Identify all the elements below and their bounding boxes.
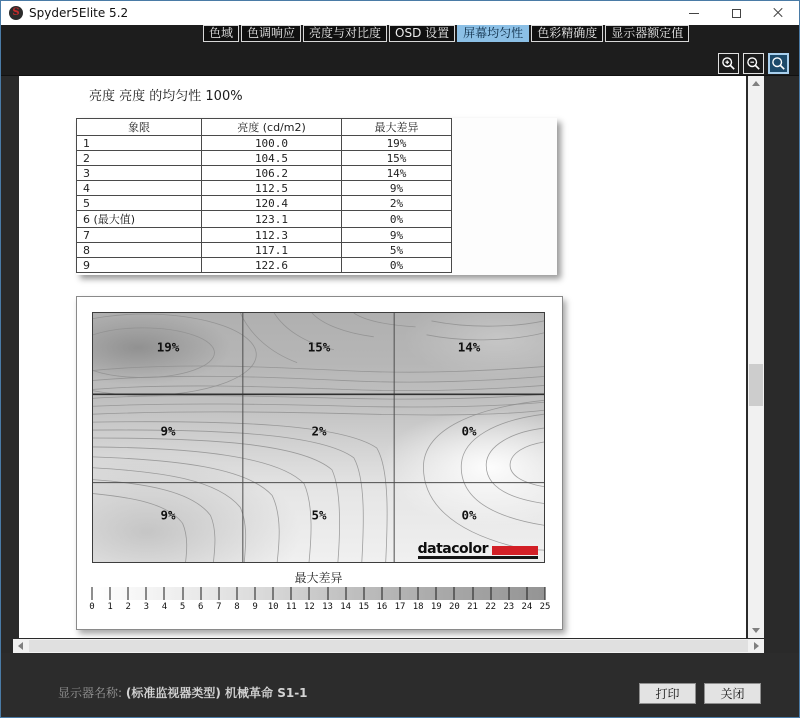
- scale-tick-label: 19: [430, 602, 442, 612]
- tab-band: [1, 25, 799, 76]
- datacolor-logo: [418, 543, 538, 559]
- luminance-table: [76, 118, 452, 273]
- arrow-up-icon: [752, 81, 760, 86]
- table-row: [77, 166, 452, 181]
- table-cell: 8: [77, 243, 202, 258]
- tab-gamut[interactable]: 色域: [203, 25, 239, 42]
- table-cell: 100.0: [202, 136, 342, 151]
- table-cell: 112.3: [202, 228, 342, 243]
- scale-tick-label: 14: [340, 602, 352, 612]
- table-cell: 7: [77, 228, 202, 243]
- zoom-out-icon: [746, 56, 761, 71]
- max-difference-scale: [92, 587, 545, 600]
- scale-tick: [526, 587, 527, 600]
- monitor-name-value: (标准监视器类型) 机械革命 S1-1: [125, 686, 308, 700]
- scale-tick-label: 11: [285, 602, 297, 612]
- horizontal-scrollbar[interactable]: [13, 639, 764, 653]
- scale-tick-label: 17: [394, 602, 406, 612]
- table-cell: 3: [77, 166, 202, 181]
- scale-tick-label: 8: [234, 602, 240, 612]
- uniformity-cell-label: 0%: [461, 507, 477, 523]
- table-cell: 9%: [342, 228, 452, 243]
- scale-tick-label: 5: [179, 602, 186, 612]
- scale-tick: [236, 587, 237, 600]
- spyder-app-icon: S: [9, 6, 23, 20]
- uniformity-cell-label: 9%: [160, 423, 176, 439]
- scale-tick: [436, 587, 437, 600]
- scale-tick-label: 10: [267, 602, 279, 612]
- scale-tick: [128, 587, 129, 600]
- print-button[interactable]: 打印: [639, 683, 696, 704]
- table-row: [77, 243, 452, 258]
- uniformity-map-card: [76, 296, 563, 630]
- scale-tick-labels: [89, 602, 551, 613]
- zoom-in-button[interactable]: [718, 53, 739, 74]
- uniformity-cell-label: 15%: [307, 339, 331, 355]
- tab-brightness-contrast[interactable]: 亮度与对比度: [303, 25, 387, 42]
- scale-tick-label: 16: [376, 602, 388, 612]
- window-title: Spyder5Elite 5.2: [29, 6, 129, 20]
- scale-tick: [363, 587, 364, 600]
- scale-tick: [273, 587, 274, 600]
- maximize-button[interactable]: [715, 1, 757, 25]
- scale-tick: [110, 587, 111, 600]
- scale-tick: [545, 587, 546, 600]
- scale-tick: [400, 587, 401, 600]
- table-row: [77, 181, 452, 196]
- table-cell: 14%: [342, 166, 452, 181]
- minimize-button[interactable]: [673, 1, 715, 25]
- scale-tick: [255, 587, 256, 600]
- datacolor-wordmark: datacolor: [417, 541, 488, 557]
- table-cell: 120.4: [202, 196, 342, 211]
- arrow-down-icon: [752, 628, 760, 633]
- zoom-out-button[interactable]: [743, 53, 764, 74]
- scale-tick-label: 9: [252, 602, 258, 612]
- table-row: [77, 196, 452, 211]
- scroll-left-button[interactable]: [13, 639, 28, 653]
- table-cell: 2%: [342, 196, 452, 211]
- table-cell: 5: [77, 196, 202, 211]
- scale-tick: [345, 587, 346, 600]
- scale-tick-label: 4: [161, 602, 168, 612]
- table-header-cell: 最大差异: [342, 119, 452, 136]
- table-cell: 104.5: [202, 151, 342, 166]
- table-cell: 9%: [342, 181, 452, 196]
- table-header-cell: 象限: [77, 119, 202, 136]
- luminance-table-card: [76, 118, 557, 275]
- table-cell: 0%: [342, 258, 452, 273]
- scale-tick: [164, 587, 165, 600]
- report-page: [19, 76, 746, 638]
- scale-tick-label: 20: [448, 602, 460, 612]
- table-cell: 106.2: [202, 166, 342, 181]
- zoom-toolbar: [718, 53, 789, 74]
- monitor-name-label: 显示器名称:: [58, 686, 123, 700]
- table-cell: 4: [77, 181, 202, 196]
- scale-tick-label: 18: [412, 602, 424, 612]
- scroll-down-button[interactable]: [748, 623, 764, 638]
- scale-tick: [418, 587, 419, 600]
- table-cell: 117.1: [202, 243, 342, 258]
- arrow-left-icon: [18, 642, 23, 650]
- close-icon: [773, 8, 783, 18]
- table-cell: 123.1: [202, 211, 342, 228]
- status-bar: [1, 653, 799, 718]
- scale-tick: [182, 587, 183, 600]
- scale-tick: [200, 587, 201, 600]
- title-bar: [1, 1, 799, 25]
- scale-tick-label: 24: [521, 602, 533, 612]
- table-row: [77, 258, 452, 273]
- uniformity-cell-label: 14%: [457, 339, 481, 355]
- scale-tick-label: 1: [107, 602, 113, 612]
- scroll-right-button[interactable]: [749, 639, 764, 653]
- scale-tick: [490, 587, 491, 600]
- scroll-up-button[interactable]: [748, 76, 764, 91]
- arrow-right-icon: [754, 642, 759, 650]
- scale-tick-label: 2: [125, 602, 131, 612]
- tab-osd-settings[interactable]: OSD 设置: [389, 25, 455, 42]
- scale-tick-label: 0: [89, 602, 95, 612]
- minimize-icon: [689, 13, 699, 14]
- scale-tick: [92, 587, 93, 600]
- scale-tick: [508, 587, 509, 600]
- table-cell: 15%: [342, 151, 452, 166]
- table-row: [77, 151, 452, 166]
- scale-title: 最大差异: [294, 571, 343, 585]
- scale-tick: [472, 587, 473, 600]
- table-cell: 2: [77, 151, 202, 166]
- table-header-row: [77, 119, 452, 136]
- table-cell: 9: [77, 258, 202, 273]
- zoom-in-icon: [721, 56, 736, 71]
- scale-tick-label: 22: [485, 602, 497, 612]
- tab-bar: [203, 25, 689, 42]
- scale-tick-label: 21: [467, 602, 478, 612]
- uniformity-cell-label: 9%: [160, 507, 176, 523]
- uniformity-cell-label: 2%: [311, 423, 327, 439]
- scale-tick-label: 23: [503, 602, 515, 612]
- table-header-cell: 亮度 (cd/m2): [202, 119, 342, 136]
- scale-tick: [291, 587, 292, 600]
- table-row: [77, 136, 452, 151]
- table-cell: 112.5: [202, 181, 342, 196]
- table-cell: 5%: [342, 243, 452, 258]
- close-button[interactable]: [757, 1, 799, 25]
- maximize-icon: [732, 9, 741, 18]
- table-cell: 122.6: [202, 258, 342, 273]
- tab-tone-response[interactable]: 色调响应: [241, 25, 301, 42]
- uniformity-contour-map: [92, 312, 545, 563]
- table-row: [77, 228, 452, 243]
- window-controls: [673, 1, 799, 25]
- vertical-scrollbar[interactable]: [748, 76, 764, 638]
- table-cell: 1: [77, 136, 202, 151]
- tab-screen-uniformity[interactable]: 屏幕均匀性: [457, 25, 529, 42]
- magnifier-icon: [771, 56, 786, 71]
- scale-tick-label: 7: [216, 602, 222, 612]
- scale-tick-label: 6: [198, 602, 204, 612]
- report-heading: 亮度 亮度 的均匀性 100%: [89, 89, 243, 104]
- scale-tick: [309, 587, 310, 600]
- datacolor-red-bar-icon: [492, 546, 538, 555]
- table-cell: 0%: [342, 211, 452, 228]
- vertical-scrollbar-thumb[interactable]: [749, 364, 763, 406]
- uniformity-cell-label: 19%: [156, 339, 180, 355]
- uniformity-cell-label: 5%: [311, 507, 327, 523]
- scale-tick-label: 25: [539, 602, 551, 612]
- scale-tick-label: 15: [358, 602, 370, 612]
- uniformity-cell-label: 0%: [461, 423, 477, 439]
- scale-tick: [218, 587, 219, 600]
- table-row: [77, 211, 452, 228]
- scale-tick: [454, 587, 455, 600]
- scale-tick: [146, 587, 147, 600]
- table-cell: 19%: [342, 136, 452, 151]
- monitor-name-line: [58, 684, 308, 701]
- close-dialog-button[interactable]: 关闭: [704, 683, 761, 704]
- scale-tick: [381, 587, 382, 600]
- tab-color-accuracy[interactable]: 色彩精确度: [531, 25, 603, 42]
- table-cell: 6 (最大值): [77, 211, 202, 228]
- scale-tick: [327, 587, 328, 600]
- horizontal-scrollbar-thumb[interactable]: [29, 640, 748, 652]
- scale-tick-label: 3: [143, 602, 150, 612]
- scale-tick-label: 12: [304, 602, 315, 612]
- zoom-tool-button[interactable]: [768, 53, 789, 74]
- scale-tick-label: 13: [322, 602, 333, 612]
- tab-display-rating[interactable]: 显示器额定值: [605, 25, 689, 42]
